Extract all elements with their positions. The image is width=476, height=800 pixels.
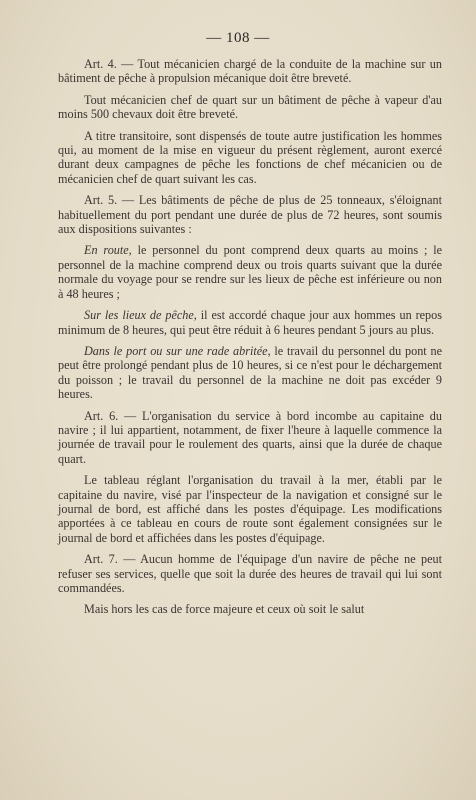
paragraph-text: Art. 5. — Les bâtiments de pêche de plus de 25 tonneaux, s'éloignant habituellement du port pendant une durée de plus de 72 heures, sont soumis aux dispositions suivantes : [58,193,442,237]
paragraph-article-4 [58,57,442,86]
paragraph-dans-le-port [58,344,442,402]
paragraph-text: Art. 4. — Tout mécanicien chargé de la conduite de la machine sur un bâtiment de pêche à propulsion mécanique doit être breveté. [58,57,442,86]
paragraph-text: Art. 6. — L'organisation du service à bord incombe au capitaine du navire ; il lui appartient, notamment, de fixer l'heure à laquelle commence la journée de travail pour le roulement des quarts, ainsi que la durée de chaque quart. [58,408,442,466]
paragraph-lead: En route, [84,243,132,258]
paragraph-mais-hors [58,602,442,616]
paragraph-text: le travail du personnel du pont ne peut être prolongé pendant plus de 10 heures, si ce n'est pour le déchargement du poisson ; le travail du personnel de la machine ne doit pas excéder 9 heures. [58,343,442,402]
paragraph-article-6 [58,409,442,467]
paragraph-text: Le tableau réglant l'organisation du travail à la mer, établi par le capitaine du navire, visé par l'inspecteur de la navigation et consigné sur le journal de bord, est affiché dans les postes d'équipage. Les modifications apportées à ce tableau en cours de route sont également consignées sur le journal de bord et affichées dans les postes d'équipage. [58,473,442,545]
paragraph-en-route [58,243,442,301]
paragraph-text: le personnel du pont comprend deux quarts au moins ; le personnel de la machine comprend deux ou trois quarts suivant que la durée normale du voyage pour se rendre sur les lieux de pêche est inférieure ou non à 48 heures ; [58,243,442,301]
paragraph-text: A titre transitoire, sont dispensés de toute autre justification les hommes qui, au moment de la mise en vigueur du présent règlement, auront exercé durant deux campagnes de pêche les fonctions de chef mécanicien ou de mécanicien chef de quart suivant les cas. [58,128,442,186]
body-text [58,57,442,617]
paragraph-text: Art. 7. — Aucun homme de l'équipage d'un navire de pêche ne peut refuser ses services, quelle que soit la durée des heures de travail qui lui sont commandées. [58,552,442,595]
paragraph-text: Mais hors les cas de force majeure et ceux où soit le salut [84,602,365,617]
paragraph-lieux-de-peche [58,308,442,337]
paragraph-article-7 [58,552,442,595]
paragraph-transitoire [58,129,442,187]
paragraph-text: Tout mécanicien chef de quart sur un bâtiment de pêche à vapeur d'au moins 500 chevaux doit être breveté. [58,92,442,122]
paragraph-article-5 [58,193,442,236]
paragraph-text: il est accordé chaque jour aux hommes un repos minimum de 8 heures, qui peut être réduit à 6 heures pendant 5 jours au plus. [58,308,442,337]
paragraph-lead: Dans le port ou sur une rade abritée, [84,343,271,358]
paragraph-tableau [58,473,442,545]
paragraph-lead: Sur les lieux de pêche, [84,308,197,323]
paragraph-chef-de-quart [58,93,442,122]
page-number: — 108 — [206,30,270,46]
